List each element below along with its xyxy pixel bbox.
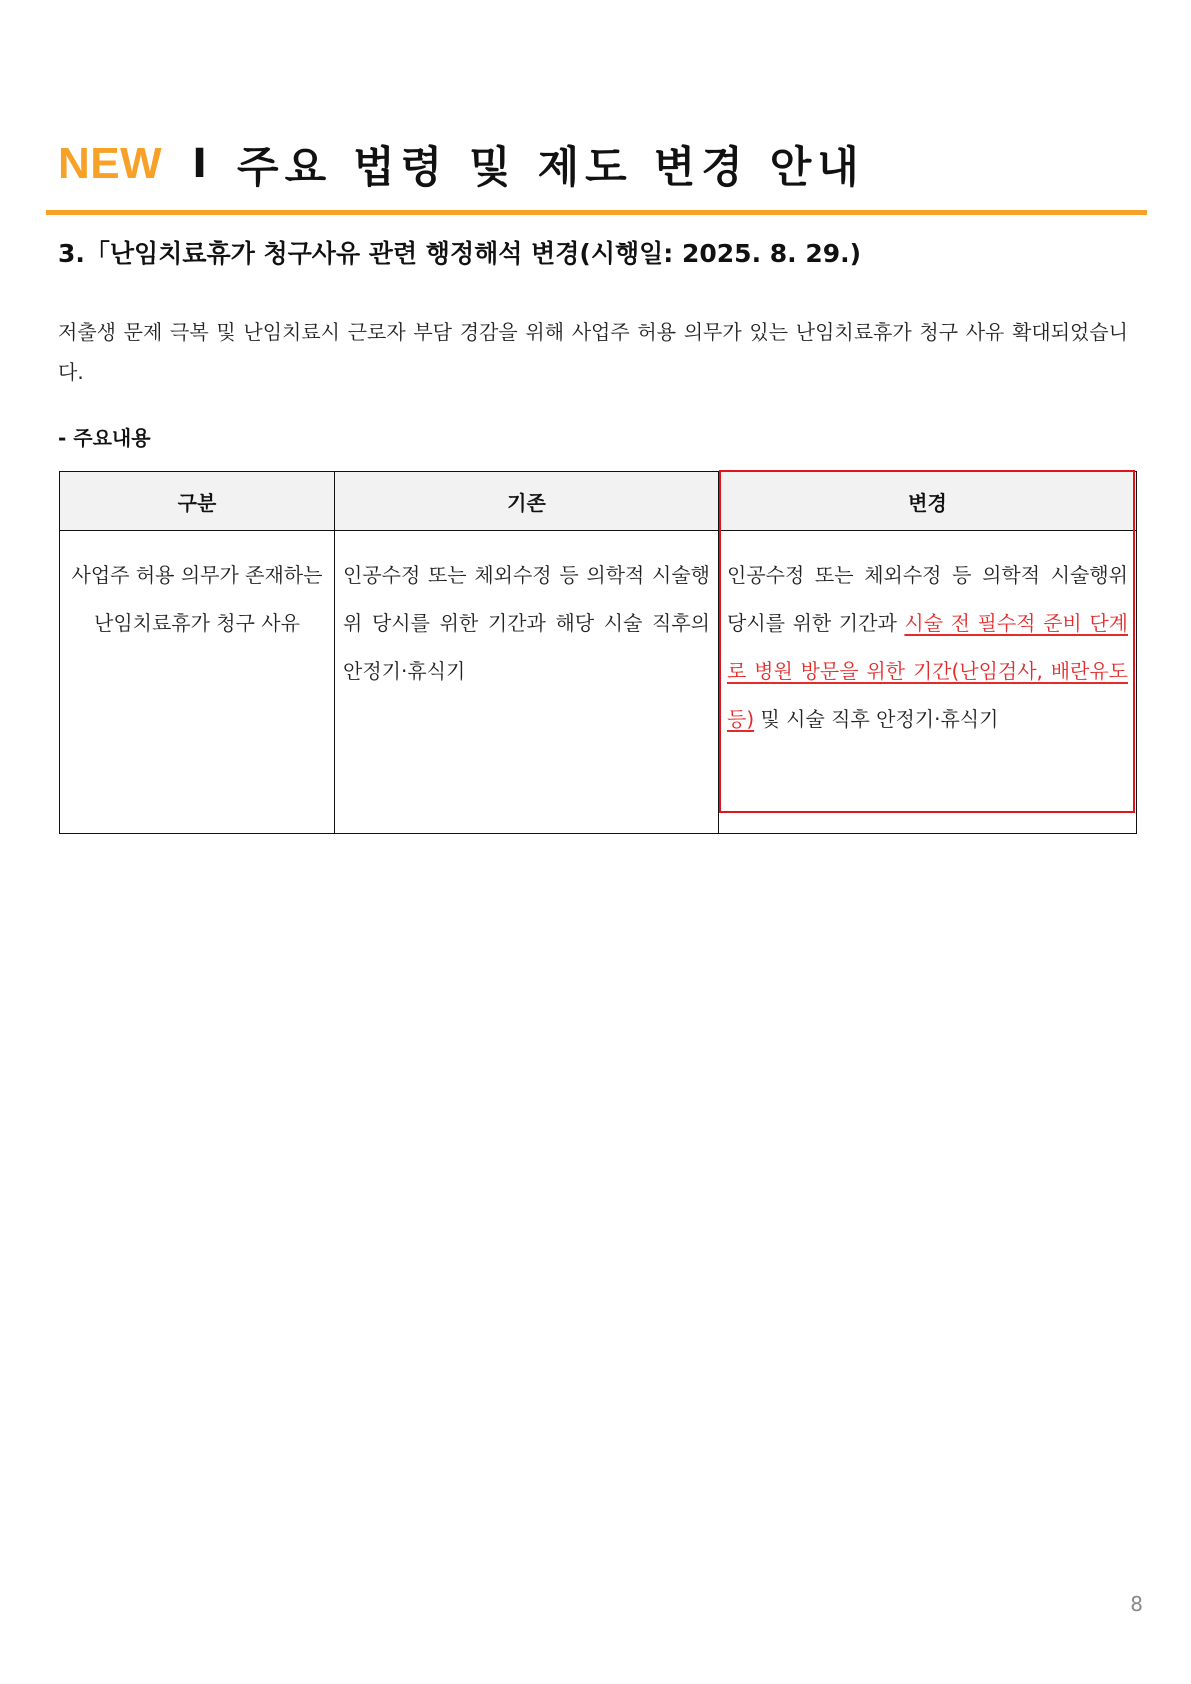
page-header bbox=[58, 134, 865, 194]
table-header-row bbox=[60, 472, 1137, 531]
new-badge: NEW bbox=[58, 139, 163, 188]
after-text-prefix: 인공수정 또는 체외수정 등 의학적 시술행위 당시를 위한 기간과 bbox=[727, 563, 1128, 635]
table-row bbox=[60, 531, 1137, 834]
comparison-table bbox=[59, 471, 1137, 834]
header-before: 기존 bbox=[335, 472, 719, 531]
page-number: 8 bbox=[1130, 1592, 1143, 1616]
intro-paragraph: 저출생 문제 극복 및 난임치료시 근로자 부담 경감을 위해 사업주 허용 의무가 있는 난임치료휴가 청구 사유 확대되었습니다. bbox=[58, 320, 1128, 384]
cell-category: 사업주 허용 의무가 존재하는 난임치료휴가 청구 사유 bbox=[60, 531, 335, 834]
cell-after bbox=[719, 531, 1137, 834]
page-title: 주요 법령 및 제도 변경 안내 bbox=[237, 142, 865, 193]
header-category: 구분 bbox=[60, 472, 335, 531]
header-after: 변경 bbox=[719, 472, 1137, 531]
after-text-highlight: 시술 전 필수적 준비 단계로 병원 방문을 위한 기간(난임검사, 배란유도 등) bbox=[727, 611, 1128, 731]
subheading-main-content: - 주요내용 bbox=[58, 426, 151, 450]
header-separator: I bbox=[192, 141, 208, 187]
after-text-suffix: 및 시술 직후 안정기·휴식기 bbox=[754, 707, 999, 731]
cell-before: 인공수정 또는 체외수정 등 의학적 시술행위 당시를 위한 기간과 해당 시술 직후의 안정기·휴식기 bbox=[335, 531, 719, 834]
header-divider bbox=[46, 210, 1147, 215]
section-title: 3.「난임치료휴가 청구사유 관련 행정해석 변경(시행일: 2025. 8. 29.) bbox=[58, 239, 862, 268]
